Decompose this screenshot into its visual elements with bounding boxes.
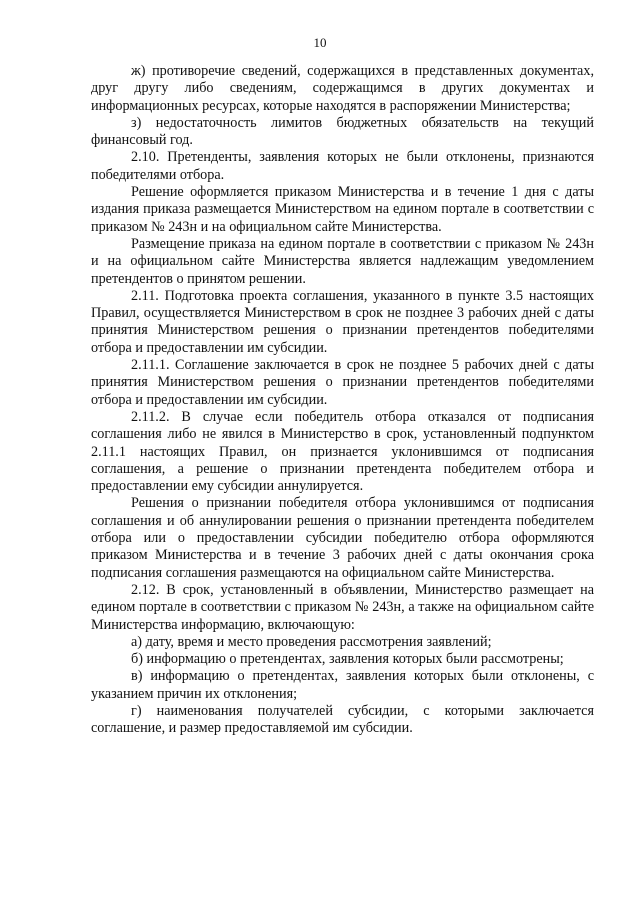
paragraph-notification: Размещение приказа на едином портале в соответствии с приказом № 243н и на официальном сайте Министерства является надлежащим уведомлением претендентов о принятом решении. — [91, 235, 594, 287]
list-item-v: в) информацию о претендентах, заявления которых были отклонены, с указанием причин их отклонения; — [91, 668, 594, 702]
paragraph-2-11-2: 2.11.2. В случае если победитель отбора отказался от подписания соглашения либо не явился в Министерство в срок, установленный подпунктом 2.11.1 настоящих Правил, он признается уклонившимся от подписания соглашения, а решение о признании претендента победителем отбора и предоставлении ему субсидии аннулируется. — [91, 408, 594, 495]
document-body — [91, 63, 594, 738]
paragraph-evasion-decisions: Решения о признании победителя отбора уклонившимся от подписания соглашения и об аннулировании решения о признании претендента победителем отбора или о предоставлении субсидии победителю отбора оформляются приказом Министерства и в течение 3 рабочих дней с даты окончания срока подписания соглашения размещаются на официальном сайте Министерства. — [91, 495, 594, 581]
list-item-b: б) информацию о претендентах, заявления которых были рассмотрены; — [131, 651, 564, 668]
paragraph-decision-order: Решение оформляется приказом Министерства и в течение 1 дня с даты издания приказа размещается Министерством на едином портале в соответствии с приказом № 243н и на официальном сайте Министерства. — [91, 184, 594, 235]
paragraph-2-10: 2.10. Претенденты, заявления которых не были отклонены, признаются победителями отбора. — [91, 149, 594, 183]
paragraph-2-11: 2.11. Подготовка проекта соглашения, указанного в пункте 3.5 настоящих Правил, осуществляется Министерством в срок не позднее 3 рабочих дней с даты принятия Министерством решения о признании претендентов победителями отбора и предоставлении им субсидии. — [91, 287, 594, 356]
paragraph-item-z: з) недостаточность лимитов бюджетных обязательств на текущий финансовый год. — [91, 114, 594, 149]
list-item-g: г) наименования получателей субсидии, с которыми заключается соглашение, и размер предоставляемой им субсидии. — [91, 702, 594, 737]
paragraph-2-11-1: 2.11.1. Соглашение заключается в срок не позднее 5 рабочих дней с даты принятия Министерством решения о признании претендентов победителями отбора и предоставлении им субсидии. — [91, 357, 594, 408]
page-number: 10 — [313, 35, 327, 50]
paragraph-item-zh: ж) противоречие сведений, содержащихся в представленных документах, друг другу либо сведениям, содержащимся в других документах и информационных ресурсах, которые находятся в распоряжении Министерства; — [91, 63, 594, 114]
list-item-a: а) дату, время и место проведения рассмотрения заявлений; — [131, 633, 492, 650]
paragraph-2-12: 2.12. В срок, установленный в объявлении, Министерство размещает на едином портале в соответствии с приказом № 243н, а также на официальном сайте Министерства информацию, включающую: — [91, 581, 594, 633]
